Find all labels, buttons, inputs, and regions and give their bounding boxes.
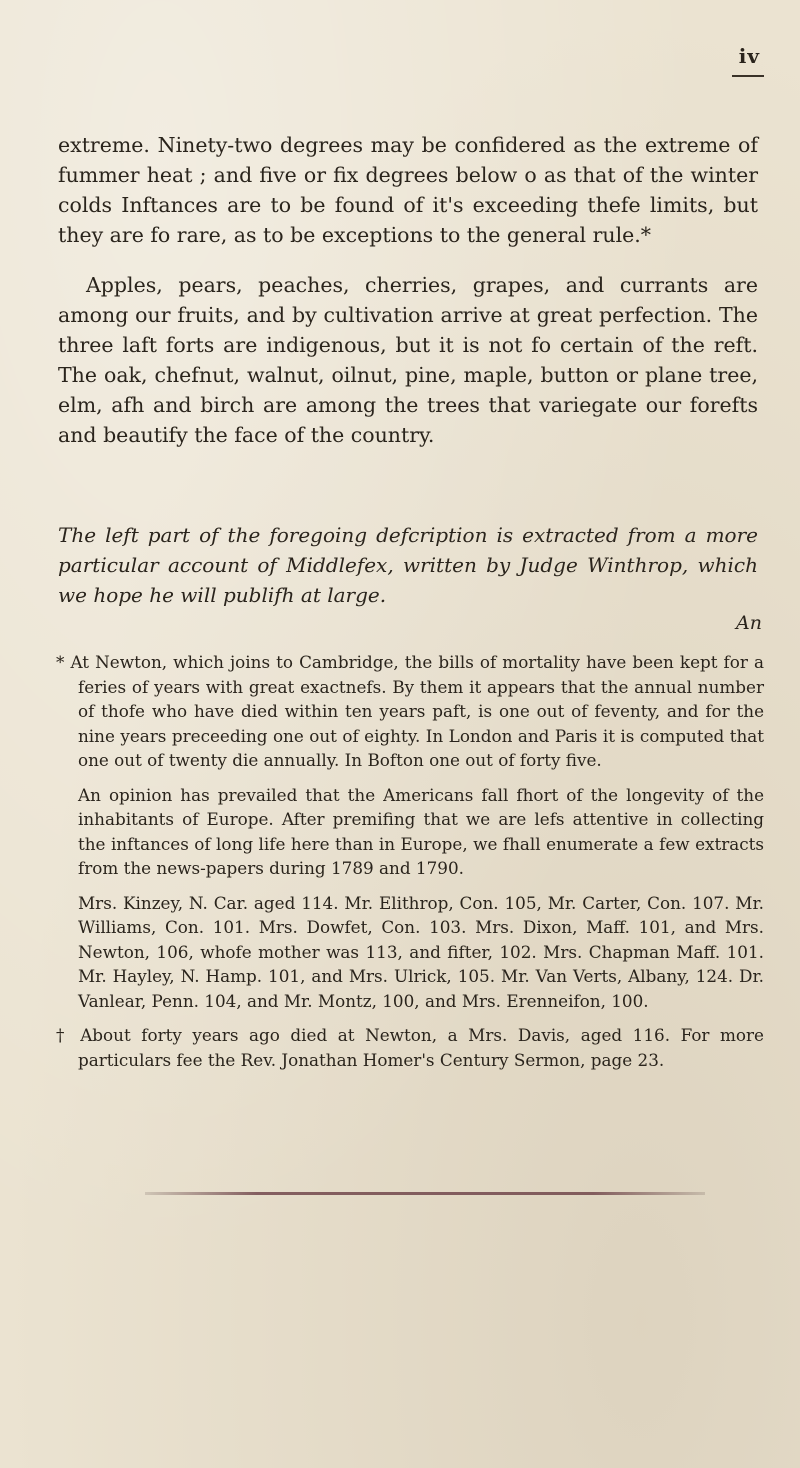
page-number: iv (738, 44, 760, 68)
page-number-rule (732, 75, 764, 77)
main-text (58, 130, 758, 470)
catchword: An (736, 612, 762, 634)
footnote-text: Mrs. Kinzey, N. Car. aged 114. Mr. Elithrop, Con. 105, Mr. Carter, Con. 107. Mr. Williams, Con. 101. Mrs. Dowfet, Con. 103. Mrs. Dixon, Maff. 101, and Mrs. Newton, 106, whofe mother was 113, and fifter, 102. Mrs. Chapman Maff. 101. Mr. Hayley, N. Hamp. 101, and Mrs. Ulrick, 105. Mr. Van Verts, Albany, 124. Dr. Vanlear, Penn. 104, and Mr. Montz, 100, and Mrs. Erenneifon, 100. (78, 892, 764, 1011)
paragraph-fruits-trees: Apples, pears, peaches, cherries, grapes, and currants are among our fruits, and by cultivation arrive at great perfection. The three laft forts are indigenous, but it is not fo certain of the reft. The oak, chefnut, walnut, oilnut, pine, maple, button or plane tree, elm, afh and birch are among the trees that variegate our forefts and beautify the face of the country. (58, 273, 758, 447)
footnotes (52, 650, 764, 1082)
footnote-longevity (52, 783, 764, 881)
source-note: The left part of the foregoing defcription is extracted from a more particular account of Middlefex, written by Judge Winthrop, which we hope he will publifh at large. (58, 523, 758, 607)
footnote-davis (52, 1023, 764, 1072)
footnote-marker: † (56, 1025, 70, 1045)
bottom-rule (145, 1192, 705, 1195)
footnote-mortality (52, 650, 764, 773)
footnote-aged-list (52, 891, 764, 1014)
footnote-marker: * (56, 652, 65, 672)
footnote-text: About forty years ago died at Newton, a Mrs. Davis, aged 116. For more particulars fee the Rev. Jonathan Homer's Century Sermon, page 23. (78, 1025, 764, 1070)
paragraph-climate: extreme. Ninety-two degrees may be confidered as the extreme of fummer heat ; and five or fix degrees below o as that of the winter colds Inftances are to be found of it's exceeding thefe limits, but they are fo rare, as to be exceptions to the general rule.* (58, 133, 758, 247)
footnote-text: At Newton, which joins to Cambridge, the bills of mortality have been kept for a feries of years with great exactnefs. By them it appears that the annual number of thofe who have died within ten years paft, is one out of feventy, and for the nine years preceeding one out of eighty. In London and Paris it is computed that one out of twenty die annually. In Bofton one out of forty five. (70, 652, 764, 770)
footnote-text: An opinion has prevailed that the Americans fall fhort of the longevity of the inhabitants of Europe. After premifing that we are lefs attentive in collecting the inftances of long life here than in Europe, we fhall enumerate a few extracts from the news-papers during 1789 and 1790. (78, 784, 764, 878)
